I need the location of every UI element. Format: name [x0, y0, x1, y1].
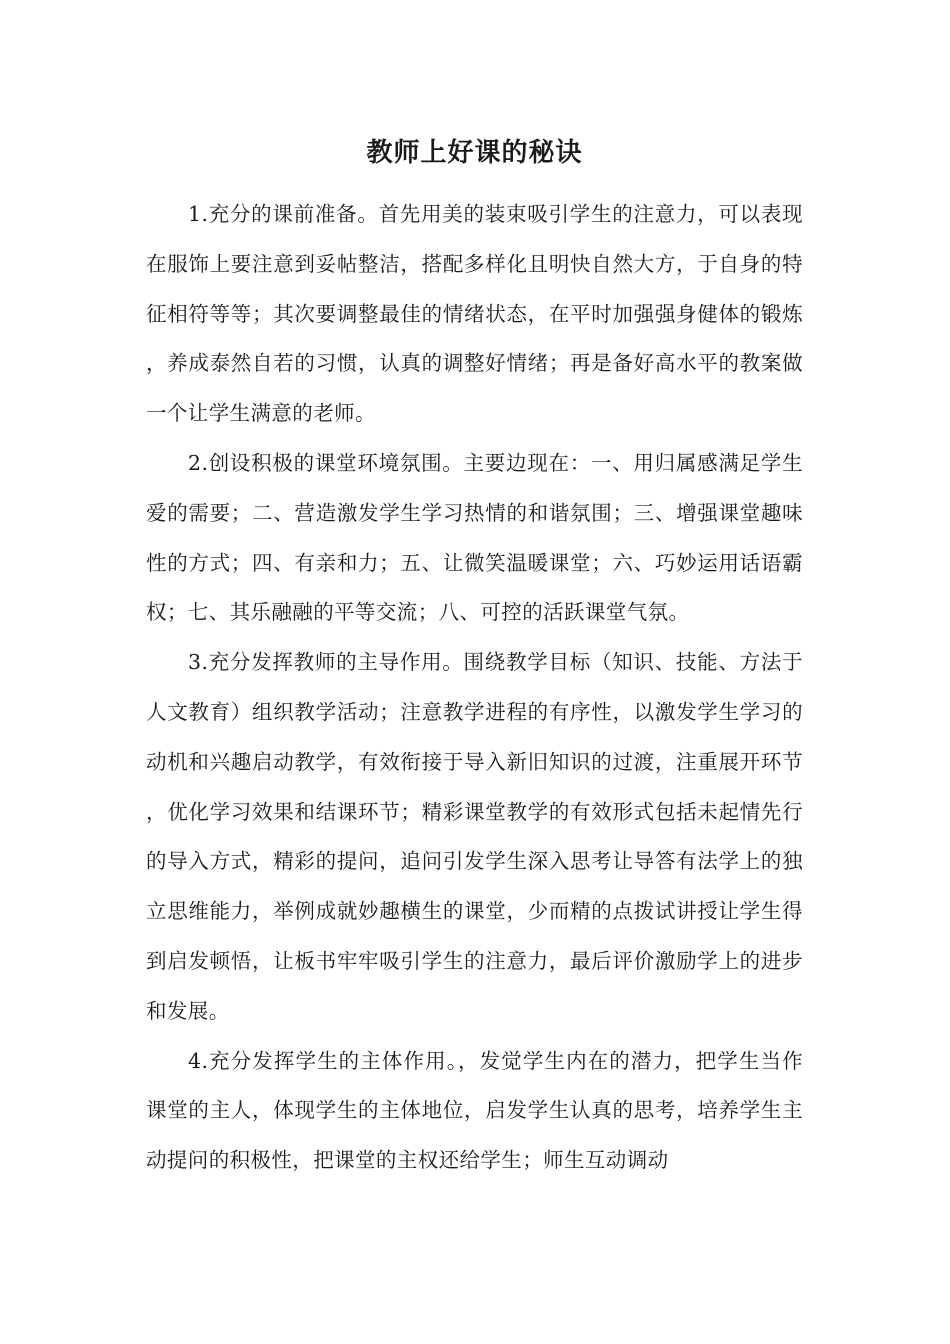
document-page [146, 128, 803, 1186]
document-title: 教师上好课的秘诀 [366, 138, 583, 168]
paragraph-2: 2.创设积极的课堂环境氛围。主要边现在：一、用归属感满足学生爱的需要；二、营造激发学生学习热情的和谐氛围；三、增强课堂趣味性的方式；四、有亲和力；五、让微笑温暖课堂；六、巧妙运用话语霸权；七、其乐融融的平等交流；八、可控的活跃课堂气氛。 [146, 450, 803, 625]
paragraph-1: 1.充分的课前准备。首先用美的装束吸引学生的注意力，可以表现在服饰上要注意到妥帖整洁，搭配多样化且明快自然大方，于自身的特征相符等等；其次要调整最佳的情绪状态，在平时加强强身健体的锻炼，养成泰然自若的习惯，认真的调整好情绪；再是备好高水平的教案做一个让学生满意的老师。 [146, 202, 803, 426]
paragraph-3: 3.充分发挥教师的主导作用。围绕教学目标（知识、技能、方法于人文教育）组织教学活动；注意教学进程的有序性，以激发学生学习的动机和兴趣启动教学，有效衔接于导入新旧知识的过渡，注重展开环节，优化学习效果和结课环节；精彩课堂教学的有效形式包括未起情先行的导入方式，精彩的提问，追问引发学生深入思考让导答有法学上的独立思维能力，举例成就妙趣横生的课堂，少而精的点拨试讲授让学生得到启发顿悟，让板书牢牢吸引学生的注意力，最后评价激励学上的进步和发展。 [146, 650, 803, 1023]
paragraph-4: 4.充分发挥学生的主体作用。，发觉学生内在的潜力，把学生当作课堂的主人，体现学生的主体地位，启发学生认真的思考，培养学生主动提问的积极性，把课堂的主权还给学生；师生互动调动 [146, 1048, 803, 1173]
